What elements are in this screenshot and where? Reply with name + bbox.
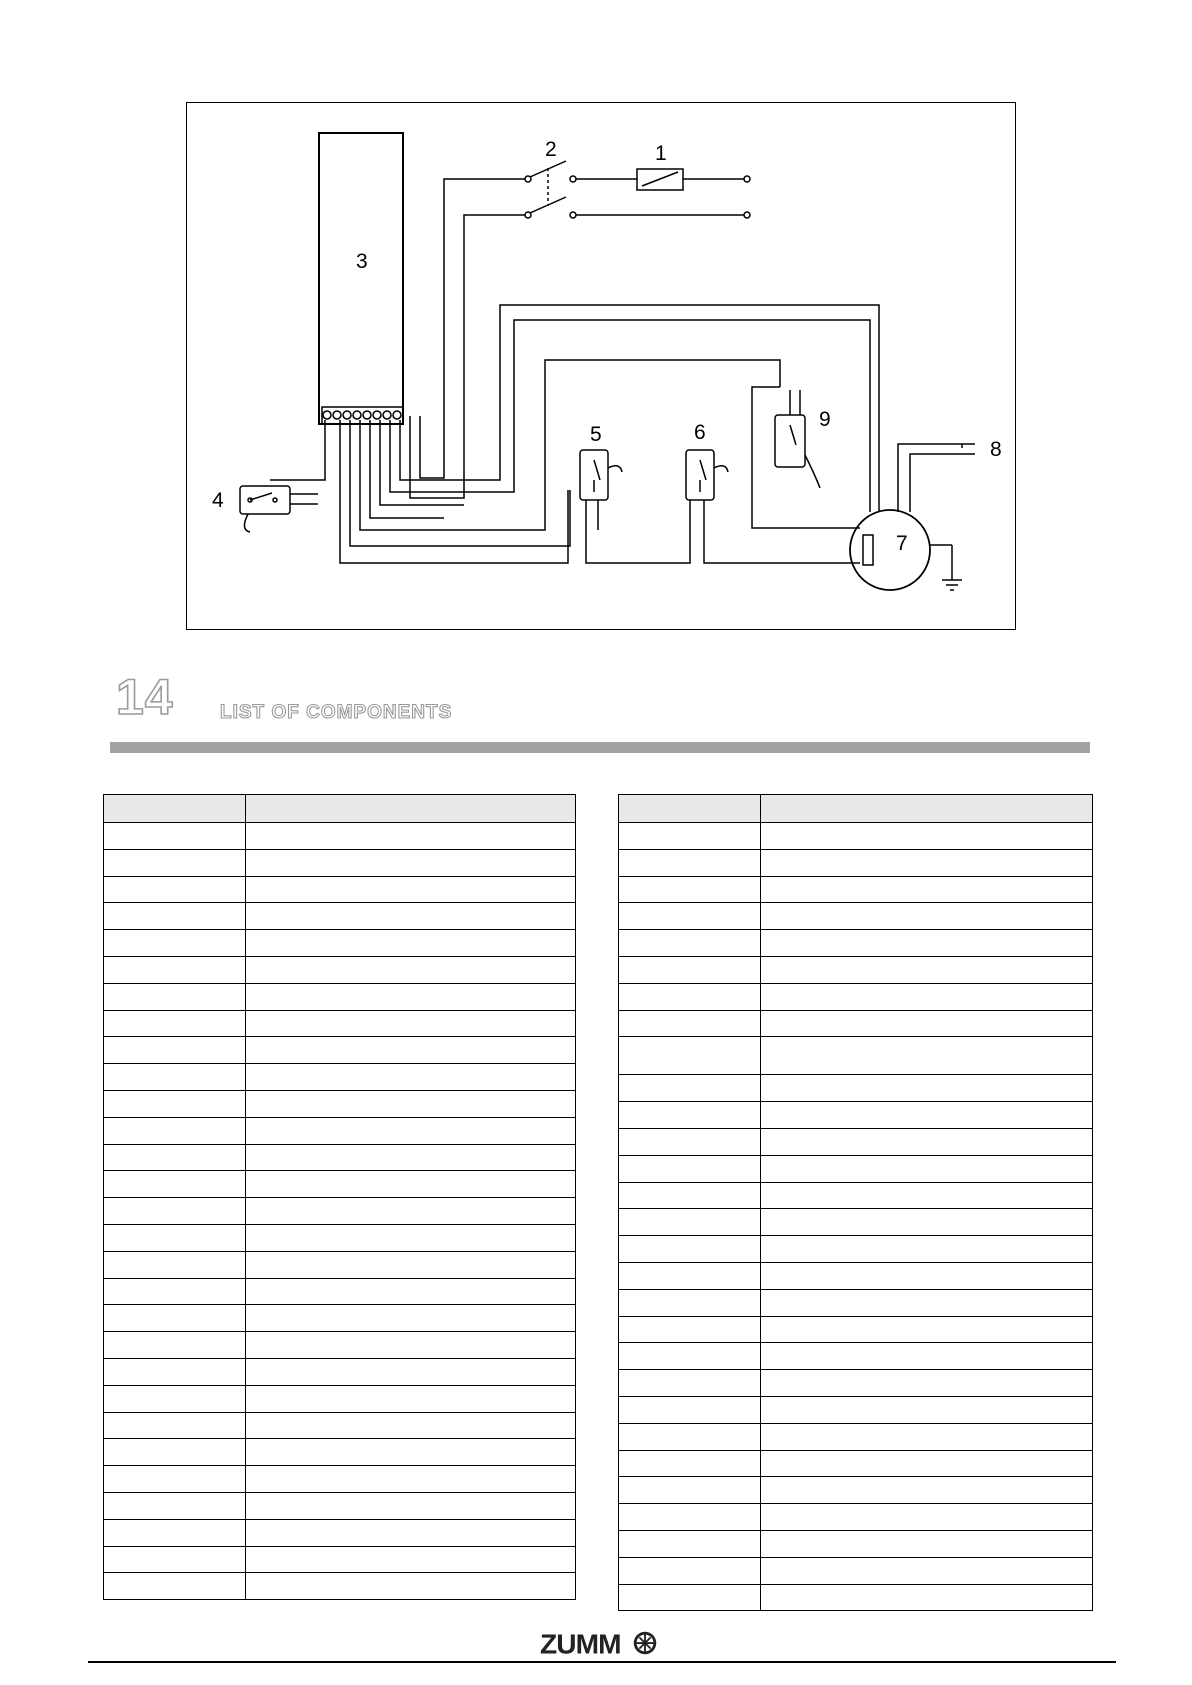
cell-code	[104, 983, 246, 1010]
cell-description	[761, 1010, 1093, 1037]
cell-code	[619, 1343, 761, 1370]
table-row	[619, 849, 1093, 876]
table-row	[619, 1289, 1093, 1316]
switch-6	[686, 450, 860, 563]
cell-description	[761, 1075, 1093, 1102]
table-row	[619, 1010, 1093, 1037]
cell-description	[246, 849, 576, 876]
section-number: 14	[116, 669, 174, 725]
table-row	[619, 1102, 1093, 1129]
cell-code	[619, 1075, 761, 1102]
table-row	[619, 1343, 1093, 1370]
cell-description	[761, 1316, 1093, 1343]
cell-description	[246, 1305, 576, 1332]
cell-description	[761, 1504, 1093, 1531]
cell-description	[246, 1198, 576, 1225]
label-3: 3	[356, 250, 368, 273]
table-row	[104, 930, 576, 957]
cell-code	[619, 1504, 761, 1531]
table-row	[619, 1209, 1093, 1236]
cell-description	[246, 1251, 576, 1278]
table-row	[104, 1037, 576, 1064]
cell-description	[761, 1423, 1093, 1450]
cell-code	[104, 849, 246, 876]
components-table-left	[103, 794, 576, 1600]
table-row	[104, 1519, 576, 1546]
table-row	[619, 930, 1093, 957]
cell-code	[104, 956, 246, 983]
table-row	[619, 903, 1093, 930]
cell-code	[104, 1224, 246, 1251]
table-row	[104, 1466, 576, 1493]
logo-text: ZUMM	[540, 1628, 621, 1658]
table-row	[104, 1439, 576, 1466]
label-1: 1	[655, 142, 667, 165]
table-row	[619, 1037, 1093, 1075]
cell-description	[761, 1343, 1093, 1370]
table-row	[619, 1504, 1093, 1531]
cell-description	[761, 1289, 1093, 1316]
cell-description	[246, 1278, 576, 1305]
wiring-diagram-svg	[0, 0, 1192, 660]
table-header-row	[619, 795, 1093, 823]
cell-code	[104, 1439, 246, 1466]
cell-code	[104, 1010, 246, 1037]
table-body	[619, 823, 1093, 1611]
table-row	[104, 1064, 576, 1091]
cell-description	[246, 1439, 576, 1466]
section-divider	[110, 742, 1090, 753]
table-row	[619, 1423, 1093, 1450]
table-row	[104, 1332, 576, 1359]
cell-description	[246, 876, 576, 903]
table-row	[619, 1557, 1093, 1584]
table-row	[619, 1396, 1093, 1423]
cell-code	[619, 1316, 761, 1343]
cell-code	[619, 1182, 761, 1209]
cell-description	[761, 903, 1093, 930]
cell-code	[104, 823, 246, 850]
table-row	[619, 1262, 1093, 1289]
cell-description	[246, 1519, 576, 1546]
cell-description	[246, 956, 576, 983]
cell-code	[619, 956, 761, 983]
fuse	[576, 169, 750, 218]
label-7: 7	[896, 532, 908, 555]
table-row	[104, 1171, 576, 1198]
cell-description	[246, 823, 576, 850]
cell-description	[246, 903, 576, 930]
terminal-screws	[323, 411, 401, 419]
cell-description	[246, 983, 576, 1010]
cell-description	[761, 1155, 1093, 1182]
cell-description	[761, 1102, 1093, 1129]
cell-code	[104, 1412, 246, 1439]
components-table-right	[618, 794, 1093, 1611]
section-title: LIST OF COMPONENTS	[220, 702, 453, 723]
cell-code	[619, 1289, 761, 1316]
cell-code	[104, 1385, 246, 1412]
cell-code	[619, 1102, 761, 1129]
cell-code	[619, 930, 761, 957]
table-row	[104, 823, 576, 850]
table-row	[104, 1144, 576, 1171]
cell-code	[619, 1037, 761, 1075]
table-row	[104, 1546, 576, 1573]
cell-code	[104, 1090, 246, 1117]
cell-description	[246, 1037, 576, 1064]
table-row	[104, 1385, 576, 1412]
cell-code	[619, 1530, 761, 1557]
table-row	[104, 1278, 576, 1305]
cell-code	[104, 1519, 246, 1546]
cell-description	[246, 1466, 576, 1493]
table-row	[104, 1573, 576, 1600]
table-row	[619, 1155, 1093, 1182]
cell-code	[619, 1477, 761, 1504]
cell-description	[761, 1557, 1093, 1584]
cell-description	[761, 876, 1093, 903]
label-2: 2	[545, 138, 557, 161]
table-row	[104, 1198, 576, 1225]
table-row	[619, 1316, 1093, 1343]
cell-code	[619, 1128, 761, 1155]
cell-description	[761, 1128, 1093, 1155]
cell-description	[246, 1573, 576, 1600]
label-8: 8	[990, 438, 1002, 461]
cell-code	[104, 1251, 246, 1278]
table-row	[619, 876, 1093, 903]
cell-code	[104, 1117, 246, 1144]
cell-description	[761, 1584, 1093, 1611]
capacitor-8	[898, 444, 975, 512]
main-switch	[525, 161, 576, 218]
cell-description	[246, 1117, 576, 1144]
table-row	[104, 849, 576, 876]
table-row	[104, 1224, 576, 1251]
cell-description	[246, 1492, 576, 1519]
cell-description	[761, 849, 1093, 876]
cell-code	[619, 983, 761, 1010]
cell-description	[761, 1477, 1093, 1504]
table-row	[619, 823, 1093, 850]
cell-code	[619, 1450, 761, 1477]
cell-code	[104, 1144, 246, 1171]
cell-code	[104, 1278, 246, 1305]
cell-code	[619, 1155, 761, 1182]
cell-code	[104, 1171, 246, 1198]
table-row	[104, 1492, 576, 1519]
cell-code	[104, 1358, 246, 1385]
cell-description	[246, 1010, 576, 1037]
cell-code	[104, 1064, 246, 1091]
cell-description	[246, 1171, 576, 1198]
table-header-row	[104, 795, 576, 823]
switch-4	[240, 486, 318, 532]
label-5: 5	[590, 423, 602, 446]
cell-description	[246, 1385, 576, 1412]
cell-description	[246, 1546, 576, 1573]
cell-code	[619, 849, 761, 876]
cell-description	[246, 1144, 576, 1171]
cell-code	[104, 1332, 246, 1359]
cell-description	[761, 1037, 1093, 1075]
table-row	[104, 983, 576, 1010]
cell-description	[761, 1182, 1093, 1209]
cell-code	[619, 823, 761, 850]
orange-icon	[634, 1632, 657, 1655]
table-row	[104, 956, 576, 983]
cell-code	[104, 1573, 246, 1600]
table-row	[619, 1075, 1093, 1102]
cell-description	[761, 983, 1093, 1010]
cell-description	[246, 1224, 576, 1251]
cell-code	[104, 930, 246, 957]
cell-code	[619, 876, 761, 903]
zummo-logo	[536, 1628, 664, 1658]
cell-code	[104, 876, 246, 903]
table-row	[619, 1584, 1093, 1611]
cell-description	[246, 1332, 576, 1359]
switch-5	[580, 450, 690, 563]
table-row	[619, 983, 1093, 1010]
cell-code	[104, 903, 246, 930]
table-body	[104, 823, 576, 1600]
table-row	[619, 1182, 1093, 1209]
cell-description	[761, 1236, 1093, 1263]
cell-description	[246, 1090, 576, 1117]
cell-code	[104, 1305, 246, 1332]
cell-code	[619, 1236, 761, 1263]
table-row	[104, 1358, 576, 1385]
table-row	[104, 1305, 576, 1332]
table-row	[619, 1236, 1093, 1263]
cell-description	[246, 1064, 576, 1091]
cell-code	[619, 1209, 761, 1236]
table-row	[104, 1412, 576, 1439]
table-row	[104, 1010, 576, 1037]
cell-code	[104, 1466, 246, 1493]
table-row	[104, 1117, 576, 1144]
cell-code	[619, 1010, 761, 1037]
table-row	[619, 1370, 1093, 1397]
cell-description	[761, 1262, 1093, 1289]
cell-description	[761, 930, 1093, 957]
cell-code	[104, 1546, 246, 1573]
cell-code	[104, 1037, 246, 1064]
cell-code	[619, 1557, 761, 1584]
table-row	[104, 1251, 576, 1278]
cell-code	[104, 1492, 246, 1519]
table-row	[619, 1530, 1093, 1557]
cell-description	[246, 1358, 576, 1385]
cell-code	[619, 1423, 761, 1450]
cell-code	[619, 1396, 761, 1423]
cell-description	[761, 1209, 1093, 1236]
switch-9	[752, 387, 860, 528]
table-row	[104, 1090, 576, 1117]
table-row	[619, 1128, 1093, 1155]
control-board	[319, 133, 403, 424]
cell-description	[761, 1396, 1093, 1423]
cell-description	[761, 1370, 1093, 1397]
label-9: 9	[819, 408, 831, 431]
table-row	[104, 903, 576, 930]
cell-code	[619, 903, 761, 930]
cell-description	[761, 1450, 1093, 1477]
table-row	[619, 956, 1093, 983]
table-row	[619, 1477, 1093, 1504]
cell-description	[761, 823, 1093, 850]
table-row	[619, 1450, 1093, 1477]
table-row	[104, 876, 576, 903]
cell-code	[619, 1262, 761, 1289]
label-4: 4	[212, 489, 224, 512]
cell-description	[246, 930, 576, 957]
cell-description	[246, 1412, 576, 1439]
cell-code	[619, 1584, 761, 1611]
cell-code	[104, 1198, 246, 1225]
cell-code	[619, 1370, 761, 1397]
cell-description	[761, 1530, 1093, 1557]
label-6: 6	[694, 421, 706, 444]
footer-divider	[88, 1661, 1116, 1663]
cell-description	[761, 956, 1093, 983]
